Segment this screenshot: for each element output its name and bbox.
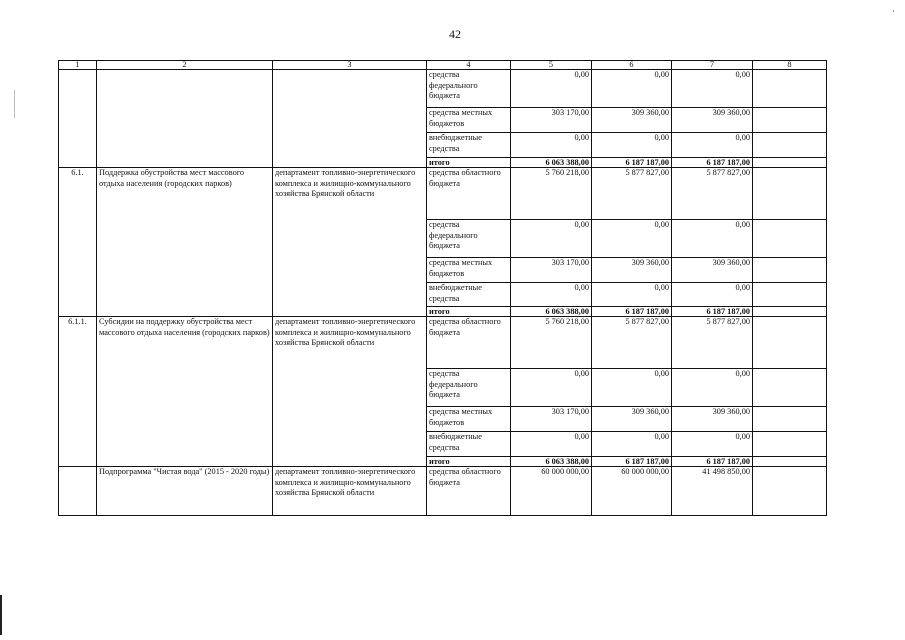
item-name-cell: Поддержка обустройства мест массового отдыха населения (городских парков) xyxy=(97,168,273,317)
total-label: итого xyxy=(427,158,511,168)
item-number-cell xyxy=(59,467,97,516)
amount-cell: 309 360,00 xyxy=(672,108,753,133)
total-amount: 6 063 388,00 xyxy=(511,457,592,467)
note-cell xyxy=(753,457,827,467)
amount-cell: 0,00 xyxy=(511,283,592,307)
funding-source: внебюджетные средства xyxy=(427,283,511,307)
note-cell xyxy=(753,168,827,220)
note-cell xyxy=(753,220,827,258)
note-cell xyxy=(753,317,827,369)
note-cell xyxy=(753,258,827,283)
note-cell xyxy=(753,283,827,307)
amount-cell: 0,00 xyxy=(592,283,672,307)
subprogram-name: Подпрограмма "Чистая вода" (2015 - 2020 годы) xyxy=(97,467,273,516)
amount-cell: 303 170,00 xyxy=(511,108,592,133)
amount-cell: 0,00 xyxy=(592,70,672,108)
column-number: 7 xyxy=(672,61,753,70)
executor-cell: департамент топливно-энергетического комплекса и жилищно-коммунального хозяйства Брянской области xyxy=(273,317,427,467)
total-label: итого xyxy=(427,457,511,467)
amount-cell: 0,00 xyxy=(511,70,592,108)
column-number: 4 xyxy=(427,61,511,70)
amount-cell: 60 000 000,00 xyxy=(511,467,592,516)
total-label: итого xyxy=(427,307,511,317)
amount-cell: 0,00 xyxy=(592,369,672,407)
total-amount: 6 187 187,00 xyxy=(592,457,672,467)
amount-cell: 0,00 xyxy=(672,70,753,108)
amount-cell: 60 000 000,00 xyxy=(592,467,672,516)
amount-cell: 5 877 827,00 xyxy=(672,317,753,369)
budget-table xyxy=(58,60,827,516)
amount-cell: 41 498 850,00 xyxy=(672,467,753,516)
amount-cell: 0,00 xyxy=(672,283,753,307)
total-amount: 6 063 388,00 xyxy=(511,158,592,168)
note-cell xyxy=(753,133,827,158)
executor-cell: департамент топливно-энергетического комплекса и жилищно-коммунального хозяйства Брянской области xyxy=(273,168,427,317)
amount-cell: 0,00 xyxy=(672,369,753,407)
total-amount: 6 187 187,00 xyxy=(672,307,753,317)
funding-source: средства областного бюджета xyxy=(427,467,511,516)
amount-cell: 0,00 xyxy=(592,220,672,258)
note-cell xyxy=(753,70,827,108)
funding-source: средства федерального бюджета xyxy=(427,369,511,407)
amount-cell: 303 170,00 xyxy=(511,407,592,432)
amount-cell: 5 760 218,00 xyxy=(511,168,592,220)
executor-cell xyxy=(273,70,427,168)
scan-edge-mark xyxy=(0,595,2,635)
column-number: 2 xyxy=(97,61,273,70)
table-row xyxy=(59,467,827,516)
note-cell xyxy=(753,158,827,168)
amount-cell: 309 360,00 xyxy=(672,258,753,283)
item-name-cell xyxy=(97,70,273,168)
funding-source: внебюджетные средства xyxy=(427,133,511,158)
amount-cell: 0,00 xyxy=(592,133,672,158)
column-number: 5 xyxy=(511,61,592,70)
amount-cell: 0,00 xyxy=(511,369,592,407)
amount-cell: 0,00 xyxy=(511,133,592,158)
amount-cell: 309 360,00 xyxy=(592,108,672,133)
item-number-cell: 6.1.1. xyxy=(59,317,97,467)
column-number: 8 xyxy=(753,61,827,70)
item-number-cell: 6.1. xyxy=(59,168,97,317)
scan-artifact-line xyxy=(14,90,15,118)
column-number: 6 xyxy=(592,61,672,70)
funding-source: внебюджетные средства xyxy=(427,432,511,457)
scan-artifact-dot xyxy=(893,10,894,12)
column-number-row xyxy=(59,61,827,70)
funding-source: средства областного бюджета xyxy=(427,168,511,220)
total-amount: 6 187 187,00 xyxy=(592,307,672,317)
column-number: 1 xyxy=(59,61,97,70)
note-cell xyxy=(753,108,827,133)
amount-cell: 0,00 xyxy=(511,220,592,258)
amount-cell: 0,00 xyxy=(672,133,753,158)
table-row xyxy=(59,168,827,220)
amount-cell: 0,00 xyxy=(511,432,592,457)
amount-cell: 0,00 xyxy=(672,432,753,457)
amount-cell: 5 877 827,00 xyxy=(592,168,672,220)
funding-source: средства областного бюджета xyxy=(427,317,511,369)
amount-cell: 0,00 xyxy=(672,220,753,258)
total-amount: 6 063 388,00 xyxy=(511,307,592,317)
note-cell xyxy=(753,467,827,516)
amount-cell: 309 360,00 xyxy=(592,407,672,432)
funding-source: средства местных бюджетов xyxy=(427,258,511,283)
amount-cell: 0,00 xyxy=(592,432,672,457)
item-number-cell xyxy=(59,70,97,168)
amount-cell: 303 170,00 xyxy=(511,258,592,283)
note-cell xyxy=(753,307,827,317)
total-amount: 6 187 187,00 xyxy=(672,457,753,467)
table-row xyxy=(59,317,827,369)
column-number: 3 xyxy=(273,61,427,70)
amount-cell: 309 360,00 xyxy=(592,258,672,283)
funding-source: средства федерального бюджета xyxy=(427,70,511,108)
amount-cell: 5 760 218,00 xyxy=(511,317,592,369)
funding-source: средства федерального бюджета xyxy=(427,220,511,258)
item-name-cell: Субсидии на поддержку обустройства мест массового отдыха населения (городских парков) xyxy=(97,317,273,467)
funding-source: средства местных бюджетов xyxy=(427,108,511,133)
page-number: 42 xyxy=(449,27,461,41)
table-row xyxy=(59,70,827,108)
amount-cell: 5 877 827,00 xyxy=(592,317,672,369)
note-cell xyxy=(753,369,827,407)
amount-cell: 309 360,00 xyxy=(672,407,753,432)
note-cell xyxy=(753,432,827,457)
amount-cell: 5 877 827,00 xyxy=(672,168,753,220)
total-amount: 6 187 187,00 xyxy=(672,158,753,168)
total-amount: 6 187 187,00 xyxy=(592,158,672,168)
funding-source: средства местных бюджетов xyxy=(427,407,511,432)
executor-cell: департамент топливно-энергетического комплекса и жилищно-коммунального хозяйства Брянской области xyxy=(273,467,427,516)
note-cell xyxy=(753,407,827,432)
